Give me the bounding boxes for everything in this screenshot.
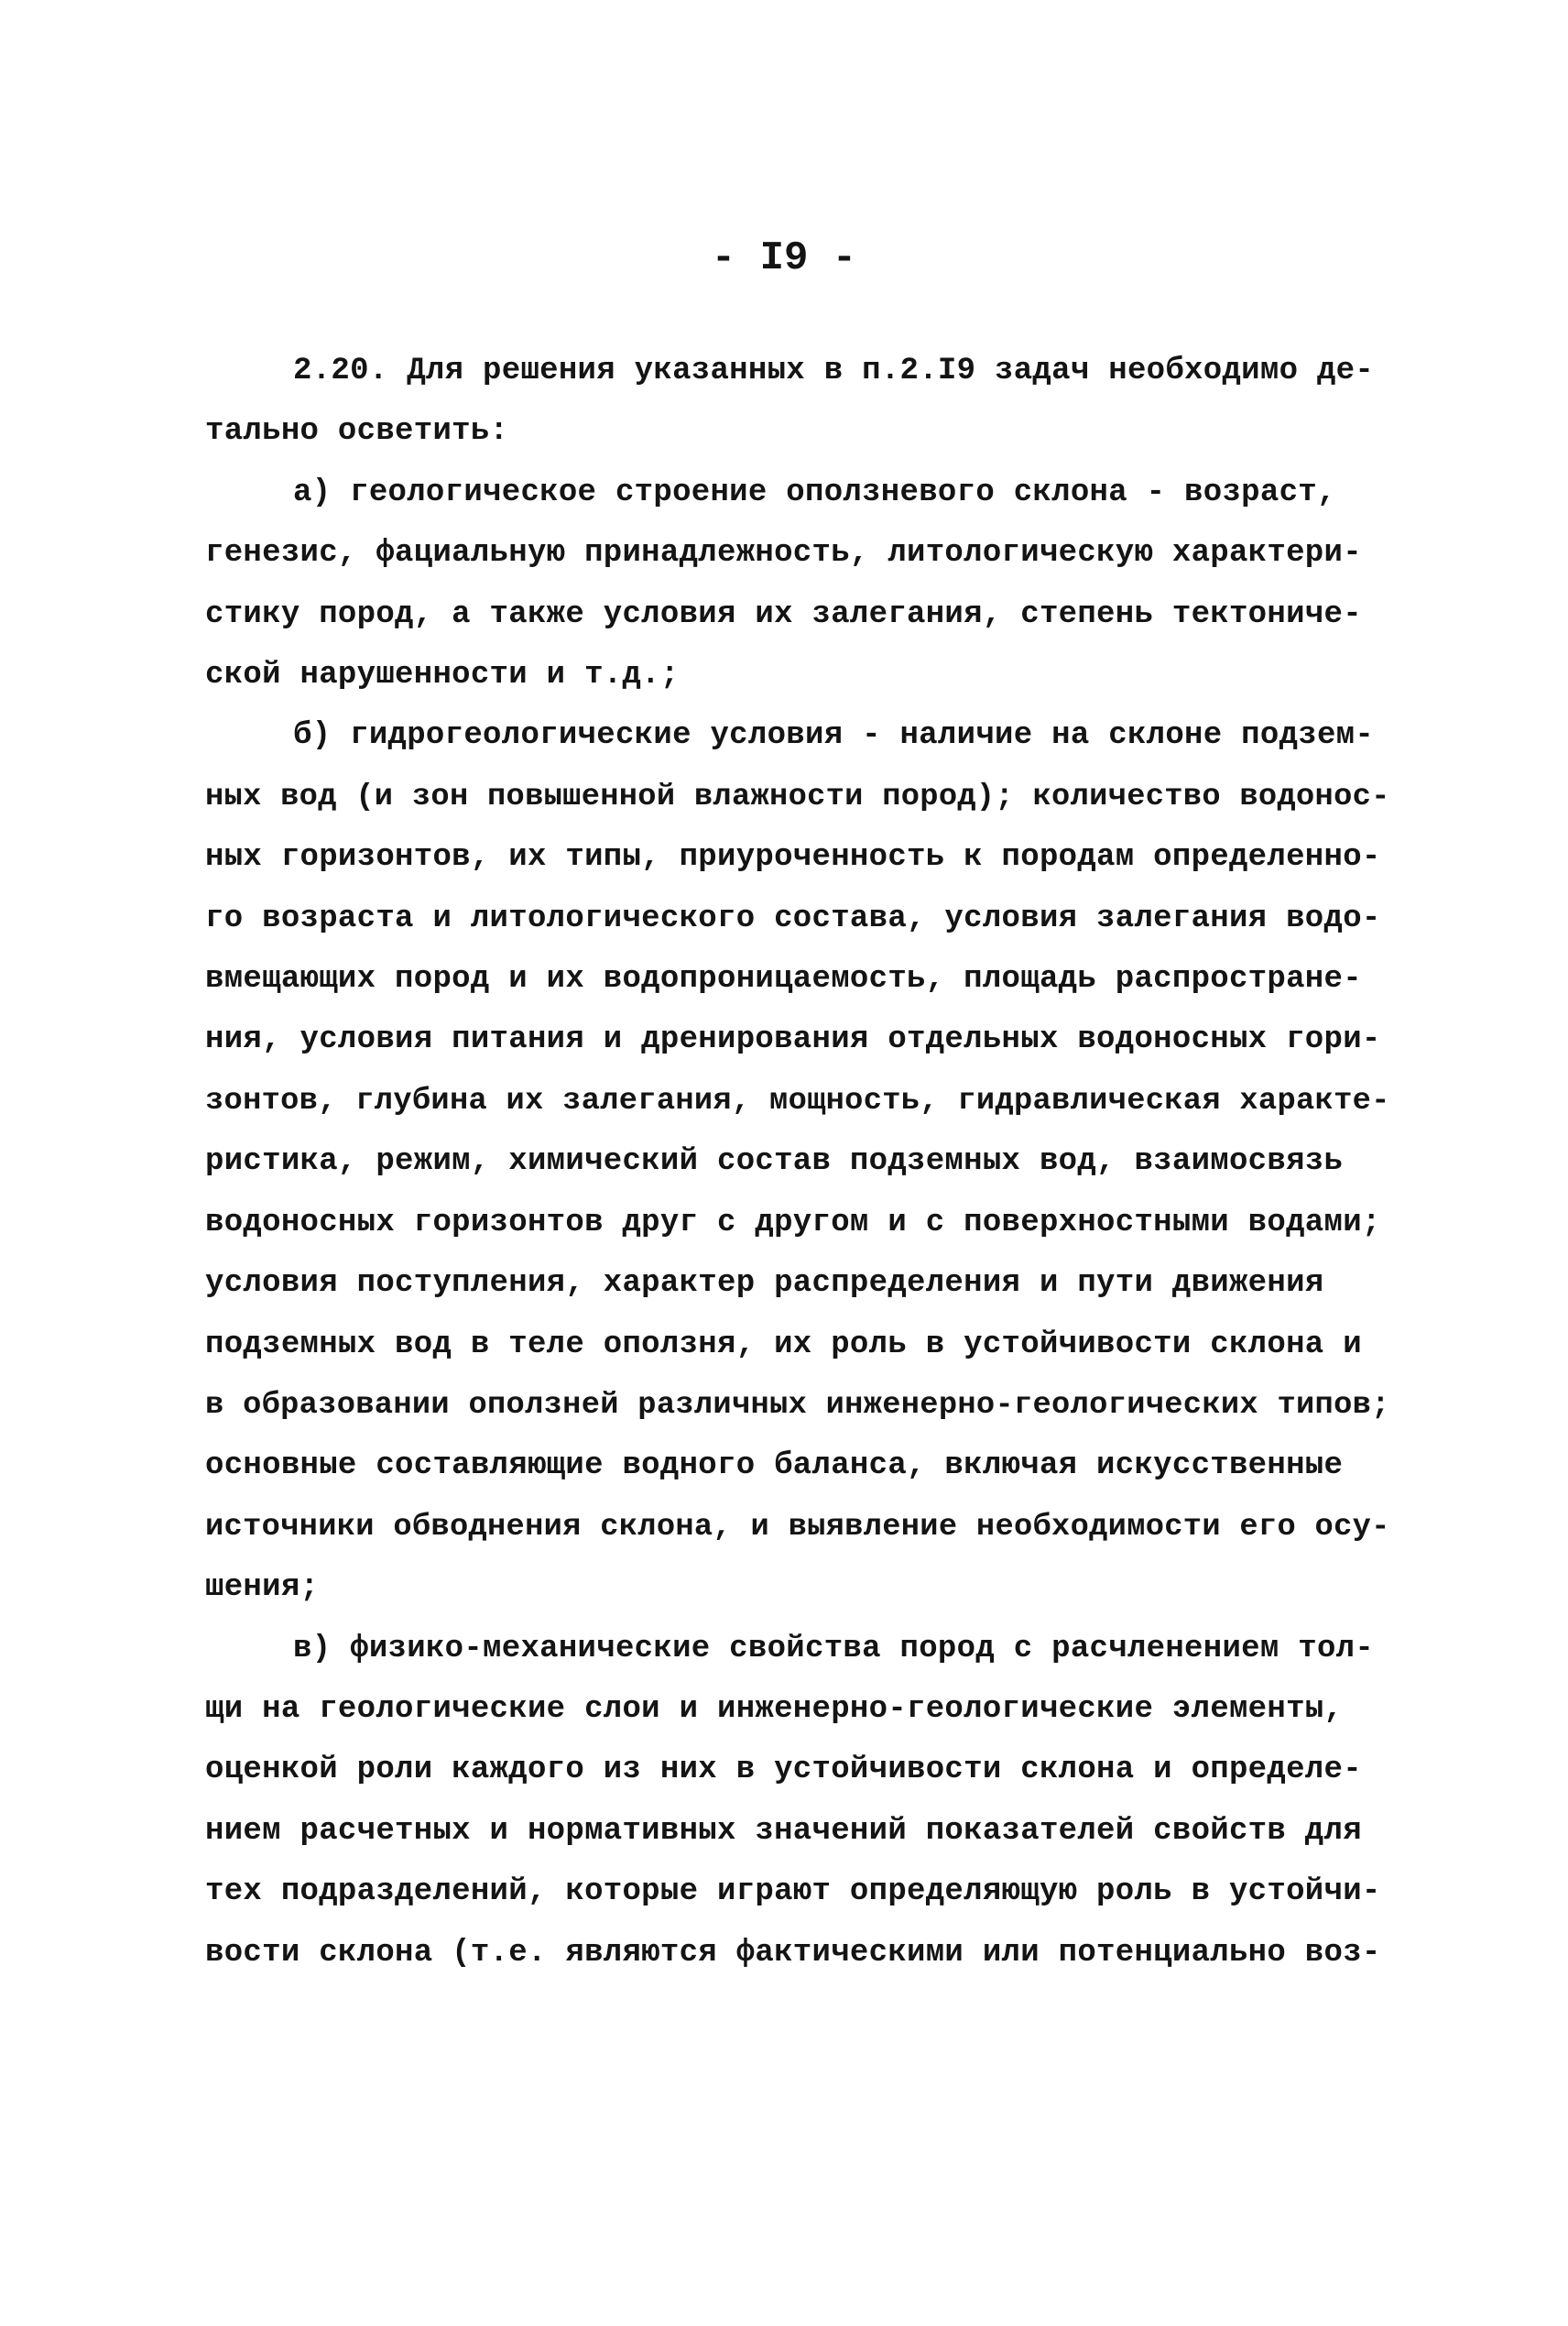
text-line: ния, условия питания и дренирования отдельных водоносных гори- xyxy=(205,1022,1381,1058)
text-line: основные составляющие водного баланса, включая искусственные xyxy=(205,1448,1344,1484)
text-line: тех подразделений, которые играют определяющую роль в устойчи- xyxy=(205,1874,1381,1910)
paragraph xyxy=(205,341,1396,463)
text-line: нием расчетных и нормативных значений показателей свойств для xyxy=(205,1813,1362,1849)
text-line: водоносных горизонтов друг с другом и с поверхностными водами; xyxy=(205,1205,1381,1240)
paragraph-first-line: 2.20. Для решения указанных в п.2.I9 задач необходимо де- xyxy=(293,354,1375,388)
text-line: шения; xyxy=(205,1570,320,1606)
text-line: подземных вод в теле оползня, их роль в устойчивости склона и xyxy=(205,1327,1362,1362)
text-line: тально осветить: xyxy=(205,414,509,450)
text-line: ных горизонтов, их типы, приуроченность к породам определенно- xyxy=(205,840,1381,876)
paragraph xyxy=(205,463,1396,706)
text-line: ных вод (и зон повышенной влажности пород); количество водонос- xyxy=(205,779,1390,814)
text-line: стику пород, а также условия их залегания, степень тектониче- xyxy=(205,596,1362,632)
paragraph-first-line: в) физико-механические свойства пород с расчленением тол- xyxy=(293,1631,1375,1666)
paragraph-first-line: а) геологическое строение оползневого склона - возраст, xyxy=(293,475,1336,510)
text-line: вмещающих пород и их водопроницаемость, площадь распростране- xyxy=(205,962,1362,998)
text-line: генезис, фациальную принадлежность, литологическую характери- xyxy=(205,536,1362,572)
text-line: щи на геологические слои и инженерно-геологические элементы, xyxy=(205,1691,1344,1727)
text-line: ской нарушенности и т.д.; xyxy=(205,658,680,693)
text-line: го возраста и литологического состава, условия залегания водо- xyxy=(205,901,1381,936)
text-line: вости склона (т.е. являются фактическими или потенциально воз- xyxy=(205,1935,1381,1971)
paragraph xyxy=(205,1619,1396,1983)
text-line: источники обводнения склона, и выявление необходимости его осу- xyxy=(205,1509,1390,1545)
text-line: зонтов, глубина их залегания, мощность, гидравлическая характе- xyxy=(205,1083,1390,1119)
text-line: в образовании оползней различных инженерно-геологических типов; xyxy=(205,1387,1390,1423)
paragraph xyxy=(205,705,1396,1618)
text-line: условия поступления, характер распределения и пути движения xyxy=(205,1266,1324,1302)
page-number: - I9 - xyxy=(711,235,857,281)
body-text xyxy=(205,341,1396,1983)
text-line: ристика, режим, химический состав подземных вод, взаимосвязь xyxy=(205,1144,1344,1180)
paragraph-first-line: б) гидрогеологические условия - наличие на склоне подзем- xyxy=(293,718,1375,754)
text-line: оценкой роли каждого из них в устойчивости склона и определе- xyxy=(205,1753,1362,1788)
